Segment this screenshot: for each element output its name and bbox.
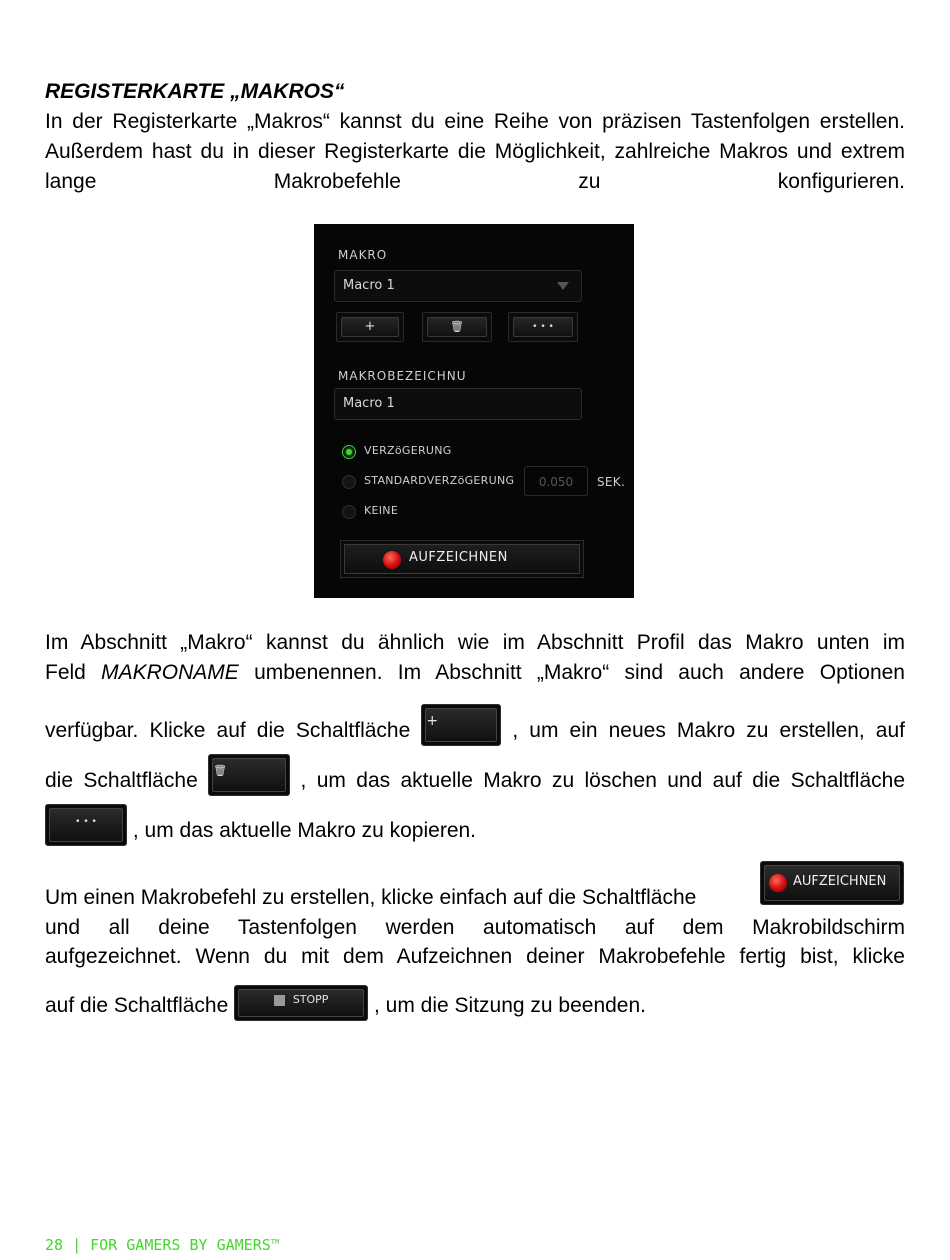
chevron-down-icon: [557, 282, 569, 290]
inline-record-label: AUFZEICHNEN: [793, 874, 887, 889]
add-macro-button[interactable]: [336, 312, 404, 342]
plus-icon: +: [341, 317, 399, 337]
record-icon: [383, 551, 401, 569]
inline-dots-button: [45, 804, 127, 846]
makro-label: MAKRO: [338, 248, 388, 262]
para2-line1: Im Abschnitt „Makro“ kannst du ähnlich wie im Abschnitt Profil das Makro unten im: [45, 631, 905, 654]
para2-line2: Feld MAKRONAME umbenennen. Im Abschnitt „Makro“ sind auch andere Optionen: [45, 661, 905, 684]
section-heading: REGISTERKARTE „MAKROS“: [45, 80, 345, 103]
record-icon: [769, 874, 787, 892]
para2-line4: die Schaltfläche 🗑 , um das aktuelle Makro zu löschen und auf die Schaltfläche: [45, 754, 905, 786]
delay-option-label: VERZöGERUNG: [364, 444, 452, 457]
stop-icon: [274, 995, 285, 1006]
intro-paragraph: In der Registerkarte „Makros“ kannst du eine Reihe von präzisen Tastenfolgen erstellen. Außerdem hast du in dieser Registerkarte die Möglichkeit, zahlreiche Makros und extrem lange Makrobefehle zu konfigurieren.: [45, 110, 905, 193]
page-number: 28: [45, 1236, 64, 1254]
delay-radio[interactable]: [342, 445, 356, 459]
macro-name-input[interactable]: Macro 1: [334, 388, 582, 420]
macro-panel-screenshot: [314, 224, 634, 598]
macro-name-label: MAKROBEZEICHNU: [338, 369, 467, 383]
para3-line3: aufgezeichnet. Wenn du mit dem Aufzeichnen deiner Makrobefehle fertig bist, klicke: [45, 945, 905, 968]
para3-line2: und all deine Tastenfolgen werden automatisch auf dem Makrobildschirm: [45, 916, 905, 939]
ellipsis-icon: • • •: [513, 317, 573, 337]
inline-trash-button: [208, 754, 290, 796]
inline-record-button: [760, 861, 904, 905]
standard-delay-option-label: STANDARDVERZöGERUNG: [364, 474, 515, 487]
none-option-label: KEINE: [364, 504, 399, 517]
para3-line4: auf die Schaltfläche STOPP , um die Sitzung zu beenden.: [45, 985, 905, 1021]
inline-plus-button: [421, 704, 501, 746]
footer-tagline: FOR GAMERS BY GAMERS: [90, 1236, 271, 1254]
macro-select-value: Macro 1: [343, 278, 395, 293]
macro-select[interactable]: [334, 270, 582, 302]
page-footer: [45, 1236, 279, 1254]
makroname-term: MAKRONAME: [101, 661, 239, 684]
none-radio[interactable]: [342, 505, 356, 519]
para2-line3: verfügbar. Klicke auf die Schaltfläche + , um ein neues Makro zu erstellen, auf: [45, 704, 905, 736]
delay-input[interactable]: 0.050: [524, 466, 588, 496]
trademark: TM: [270, 1238, 280, 1246]
para2-line5: • • • , um das aktuelle Makro zu kopieren.: [45, 804, 905, 836]
inline-stop-label: STOPP: [292, 993, 329, 1006]
copy-macro-button[interactable]: [508, 312, 578, 342]
delete-macro-button[interactable]: [422, 312, 492, 342]
ellipsis-icon: • • •: [49, 808, 123, 842]
delay-unit: SEK.: [597, 475, 626, 489]
record-button[interactable]: [340, 540, 584, 578]
standard-delay-radio[interactable]: [342, 475, 356, 489]
record-button-label: AUFZEICHNEN: [409, 550, 508, 565]
para3-line1: Um einen Makrobefehl zu erstellen, klicke einfach auf die Schaltfläche: [45, 886, 697, 909]
trash-icon: 🗑: [427, 317, 487, 337]
inline-stop-button: [234, 985, 368, 1021]
footer-separator: |: [72, 1236, 82, 1254]
trash-icon: 🗑: [212, 758, 286, 792]
plus-icon: +: [425, 708, 497, 742]
